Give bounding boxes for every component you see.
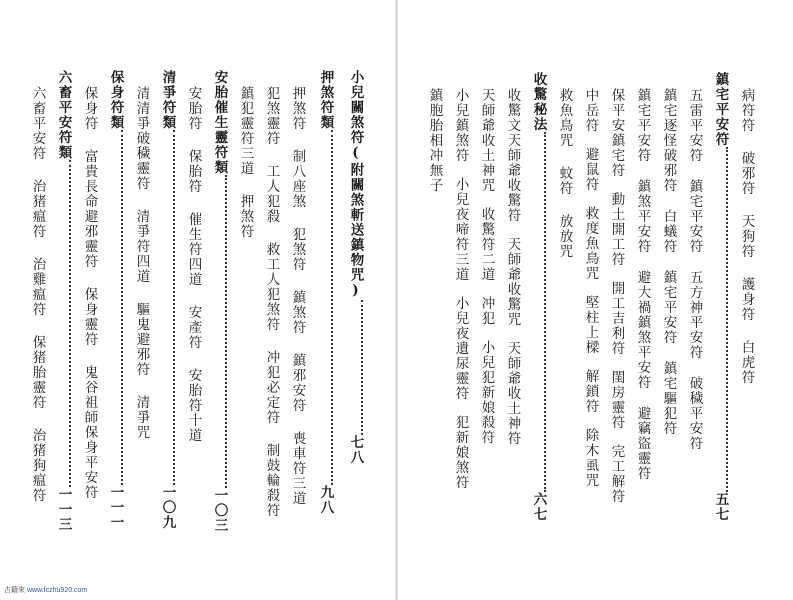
- toc-entry: 小兒夜遺尿靈符: [452, 296, 469, 401]
- toc-entries: [264, 86, 278, 518]
- toc-entry: 收驚符二道: [478, 207, 495, 282]
- toc-entry: 避鼠符: [582, 147, 599, 192]
- toc-entries: [479, 88, 493, 445]
- page-number: 一〇九: [159, 485, 176, 530]
- toc-entry: 犯新娘煞符: [452, 415, 469, 490]
- toc-entry: 小兒鎮煞符: [452, 88, 469, 163]
- toc-entry: 鎮宅平安符: [686, 179, 703, 254]
- toc-entry: 救工人犯煞符: [263, 242, 280, 332]
- toc-entry: 鎮宅平安符: [634, 88, 651, 163]
- toc-entries: [453, 88, 467, 490]
- toc-entry: 喪車符三道: [289, 431, 306, 506]
- toc-entry: 保平安鎮宅符: [608, 88, 625, 178]
- toc-entry: 蚊符: [556, 166, 573, 196]
- toc-entry: 鎮煞符: [289, 290, 306, 335]
- toc-entries: [687, 88, 701, 451]
- toc-entry: 白蟻符: [660, 209, 677, 254]
- toc-entries: [739, 88, 753, 385]
- leader-dots: [531, 132, 546, 492]
- toc-entry: 小兒夜啼符三道: [452, 177, 469, 282]
- left-page: [0, 0, 396, 600]
- toc-entry: 解鎖符: [582, 369, 599, 414]
- toc-entry: 治猪狗瘟符: [29, 428, 46, 503]
- toc-entry: 五雷平安符: [686, 88, 703, 163]
- toc-entry: 清爭符類: [159, 70, 176, 130]
- toc-entry: 護身符: [738, 277, 755, 322]
- page-number: 一一三: [55, 487, 72, 532]
- footer-url[interactable]: www.fczhu920.com: [26, 587, 88, 594]
- toc-entries: [583, 88, 597, 488]
- toc-entry: 收驚秘法: [530, 72, 547, 132]
- leader-dots: [318, 130, 333, 485]
- toc-entry: 制八座煞: [289, 149, 306, 209]
- toc-entry: 小兒關煞符(附關煞斬送鎮物咒): [347, 70, 364, 300]
- toc-entry: 六畜平安符類: [55, 70, 72, 160]
- toc-heading-qing-zheng: [160, 70, 175, 530]
- leader-dots: [348, 300, 363, 435]
- toc-entry: 完工解符: [608, 444, 625, 504]
- toc-entry: 放放咒: [556, 214, 573, 259]
- toc-entry: 鎮宅驅犯符: [660, 361, 677, 436]
- toc-entry: 鎮宅逐怪破邪符: [660, 88, 677, 193]
- leader-dots: [212, 175, 227, 488]
- toc-heading-shou-jing: [531, 72, 546, 522]
- toc-entry: 避竊盜靈符: [634, 406, 651, 481]
- leader-dots: [56, 160, 71, 487]
- toc-heading-ya-sha: [318, 70, 333, 515]
- toc-entry: 堅柱上樑: [582, 295, 599, 355]
- toc-entry: 清爭符四道: [133, 209, 150, 284]
- toc-entry: 安胎符: [185, 86, 202, 131]
- toc-entry: 安產符: [185, 305, 202, 350]
- toc-entry: 破邪符: [738, 151, 755, 196]
- toc-entry: 救度魚鳥咒: [582, 206, 599, 281]
- toc-entry: 天狗符: [738, 214, 755, 259]
- toc-entry: 病符符: [738, 88, 755, 133]
- toc-heading-bao-shen: [108, 70, 123, 530]
- toc-entry: 動土開工符: [608, 192, 625, 267]
- toc-heading-liu-chu: [56, 70, 71, 532]
- toc-entries: [505, 88, 519, 446]
- page-number: 一〇三: [211, 488, 228, 533]
- right-page: [397, 0, 793, 600]
- toc-entry: 保身符類: [107, 70, 124, 130]
- toc-entries: [238, 86, 252, 239]
- toc-entries: [557, 88, 571, 259]
- toc-entry: 小兒犯新娘殺符: [478, 340, 495, 445]
- toc-entry: 驅鬼避邪符: [133, 302, 150, 377]
- toc-entry: 治雞瘟符: [29, 257, 46, 317]
- toc-entry: 保猪胎靈符: [29, 335, 46, 410]
- page-number: 一一一: [107, 485, 124, 530]
- toc-entry: 鎮煞平安符: [634, 179, 651, 254]
- toc-entry: 冲犯必定符: [263, 350, 280, 425]
- toc-entry: 犯煞符: [289, 227, 306, 272]
- toc-entry: 鬼谷祖師保身平安符: [81, 365, 98, 500]
- toc-entry: 五方神平安符: [686, 270, 703, 360]
- toc-entry: 押煞符: [289, 86, 306, 131]
- toc-entry: 鎮宅平安符: [712, 72, 729, 147]
- toc-entry: 中岳符: [582, 88, 599, 133]
- toc-entry: 清爭咒: [133, 395, 150, 440]
- toc-entries: [82, 86, 96, 500]
- toc-entries: [609, 88, 623, 504]
- toc-entry: 押煞符類: [317, 70, 334, 130]
- toc-entry: 鎮犯靈符三道: [237, 86, 254, 176]
- toc-entry: 制鼓輪殺符: [263, 443, 280, 518]
- toc-entry: 清清爭破穢靈符: [133, 86, 150, 191]
- toc-entries: [661, 88, 675, 436]
- toc-entry: 破穢平安符: [686, 376, 703, 451]
- toc-entry: 保胎符: [185, 149, 202, 194]
- toc-entry: 犯煞靈符: [263, 86, 280, 146]
- toc-entry: 工人犯殺: [263, 164, 280, 224]
- toc-heading-zhen-zhai: [713, 72, 728, 522]
- toc-entry: 冲犯: [478, 296, 495, 326]
- footer-site-name: 古籍來: [4, 587, 25, 594]
- toc-entries: [134, 86, 148, 440]
- leader-dots: [160, 130, 175, 485]
- toc-entry: 天師爺收驚咒: [504, 237, 521, 327]
- toc-entry: 富貴長命避邪靈符: [81, 149, 98, 269]
- toc-entry: 安胎符十道: [185, 368, 202, 443]
- toc-entry: 天師爺收土神咒: [478, 88, 495, 193]
- toc-entry: 押煞符: [237, 194, 254, 239]
- toc-entry: 收驚文天師爺收驚符: [504, 88, 521, 223]
- toc-entry: 治猪瘟符: [29, 179, 46, 239]
- toc-entries: [427, 88, 441, 193]
- toc-entries: [635, 88, 649, 481]
- source-footer: [4, 585, 87, 595]
- toc-entry: 救魚鳥咒: [556, 88, 573, 148]
- toc-entry: 保身靈符: [81, 287, 98, 347]
- page-number: 五七: [712, 492, 729, 522]
- toc-entry: 鎮宅平安符: [660, 270, 677, 345]
- page-number: 九八: [317, 485, 334, 515]
- toc-entry: 鎮邪安符: [289, 353, 306, 413]
- toc-entry: 白虎符: [738, 340, 755, 385]
- toc-entries: [186, 86, 200, 443]
- toc-entry: 六畜平安符: [29, 86, 46, 161]
- leader-dots: [108, 130, 123, 485]
- toc-heading-child-guan-sha: [348, 70, 363, 465]
- toc-entry: 開工吉利符: [608, 281, 625, 356]
- toc-entry: 除木虱咒: [582, 428, 599, 488]
- toc-entry: 避大禍鎮煞平安符: [634, 270, 651, 390]
- toc-entries: [290, 86, 304, 506]
- toc-entry: 安胎催生靈符類: [211, 70, 228, 175]
- leader-dots: [713, 147, 728, 492]
- page-number: 七八: [347, 435, 364, 465]
- toc-entry: 閨房靈符: [608, 370, 625, 430]
- toc-entries: [30, 86, 44, 503]
- page-number: 六七: [530, 492, 547, 522]
- toc-entry: 催生符四道: [185, 212, 202, 287]
- toc-entry: 鎮胞胎相冲無子: [426, 88, 443, 193]
- toc-entry: 保身符: [81, 86, 98, 131]
- toc-entry: 天師爺收土神符: [504, 341, 521, 446]
- toc-heading-an-tai: [212, 70, 227, 533]
